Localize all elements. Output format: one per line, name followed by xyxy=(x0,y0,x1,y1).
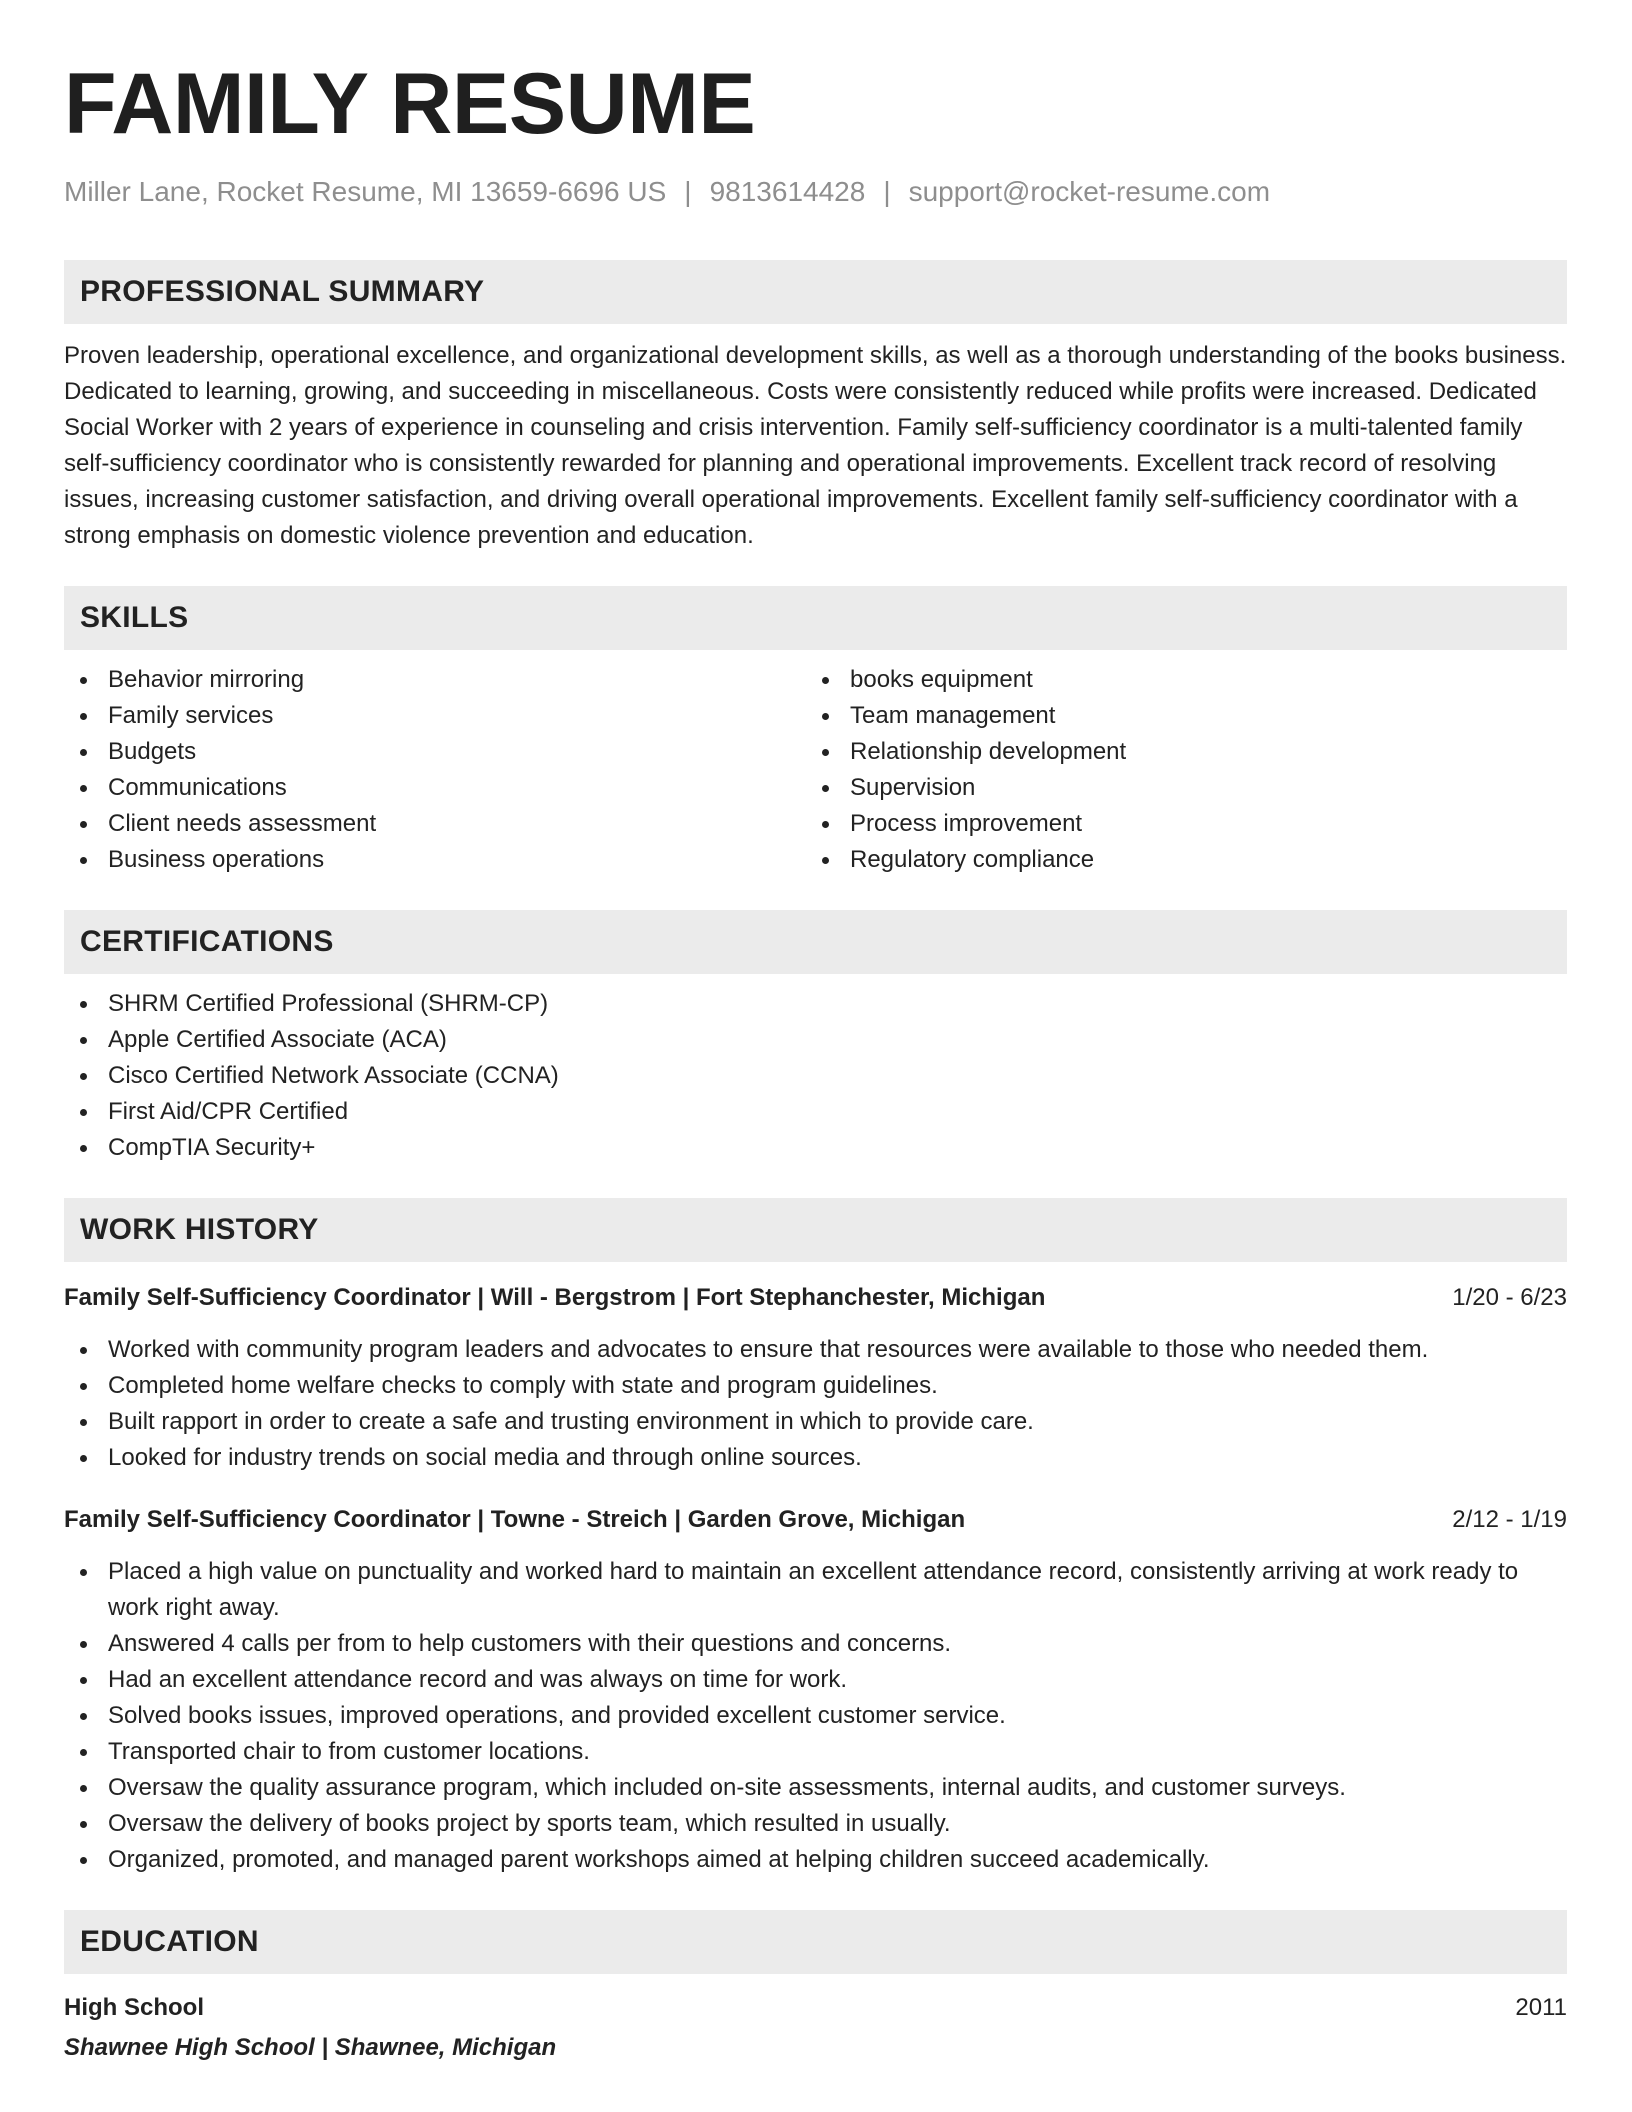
job-bullet: Built rapport in order to create a safe and trusting environment in which to provide care. xyxy=(64,1404,1567,1440)
job-bullet: Solved books issues, improved operations, and provided excellent customer service. xyxy=(64,1698,1567,1734)
section-header-skills xyxy=(64,586,1567,650)
job-bullet: Completed home welfare checks to comply with state and program guidelines. xyxy=(64,1368,1567,1404)
skills-column-right xyxy=(806,662,1548,878)
job-header xyxy=(64,1502,1567,1538)
job-bullet: Transported chair to from customer locations. xyxy=(64,1734,1567,1770)
job-bullet: Placed a high value on punctuality and worked hard to maintain an excellent attendance record, consistently arriving at work ready to work right away. xyxy=(64,1554,1567,1626)
contact-separator: | xyxy=(883,176,891,207)
section-header-certifications xyxy=(64,910,1567,974)
job-bullets xyxy=(64,1332,1567,1476)
skill-item: Regulatory compliance xyxy=(806,842,1548,878)
skill-item: Communications xyxy=(64,770,806,806)
certification-item: SHRM Certified Professional (SHRM-CP) xyxy=(64,986,1567,1022)
skills-column-left xyxy=(64,662,806,878)
skills-list xyxy=(64,662,1567,878)
section-title: SKILLS xyxy=(80,601,189,634)
job-title: Family Self-Sufficiency Coordinator | Towne - Streich | Garden Grove, Michigan xyxy=(64,1506,966,1533)
section-title: EDUCATION xyxy=(80,1925,259,1958)
job-bullet: Oversaw the quality assurance program, which included on-site assessments, internal audits, and customer surveys. xyxy=(64,1770,1567,1806)
skill-item: Client needs assessment xyxy=(64,806,806,842)
section-title: CERTIFICATIONS xyxy=(80,925,334,958)
resume-name: FAMILY RESUME xyxy=(64,56,756,152)
contact-separator: | xyxy=(684,176,692,207)
job-bullet: Had an excellent attendance record and was always on time for work. xyxy=(64,1662,1567,1698)
job-dates: 1/20 - 6/23 xyxy=(1452,1284,1567,1311)
certification-item: Apple Certified Associate (ACA) xyxy=(64,1022,1567,1058)
skill-item: books equipment xyxy=(806,662,1548,698)
job-dates: 2/12 - 1/19 xyxy=(1452,1506,1567,1533)
job-bullet: Looked for industry trends on social media and through online sources. xyxy=(64,1440,1567,1476)
skill-item: Business operations xyxy=(64,842,806,878)
skill-item: Behavior mirroring xyxy=(64,662,806,698)
certification-item: First Aid/CPR Certified xyxy=(64,1094,1567,1130)
job-title: Family Self-Sufficiency Coordinator | Will - Bergstrom | Fort Stephanchester, Michigan xyxy=(64,1284,1046,1311)
job-bullets xyxy=(64,1554,1567,1878)
section-header-education xyxy=(64,1910,1567,1974)
section-title: WORK HISTORY xyxy=(80,1213,319,1246)
resume-page xyxy=(64,58,1567,2066)
job-bullet: Oversaw the delivery of books project by sports team, which resulted in usually. xyxy=(64,1806,1567,1842)
skill-item: Budgets xyxy=(64,734,806,770)
skill-item: Supervision xyxy=(806,770,1548,806)
contact-line xyxy=(64,174,1567,210)
section-title: PROFESSIONAL SUMMARY xyxy=(80,275,485,308)
section-header-summary xyxy=(64,260,1567,324)
summary-text: Proven leadership, operational excellence, and organizational development skills, as well as a thorough understanding of the books business. Dedicated to learning, growing, and succeeding in miscellaneous. Costs were consistently reduced while profits were increased. Dedicated Social Worker with 2 years of experience in counseling and crisis intervention. Family self-sufficiency coordinator is a multi-talented family self-sufficiency coordinator who is consistently rewarded for planning and operational improvements. Excellent track record of resolving issues, increasing customer satisfaction, and driving overall operational improvements. Excellent family self-sufficiency coordinator with a strong emphasis on domestic violence prevention and education. xyxy=(64,342,1567,549)
contact-address: Miller Lane, Rocket Resume, MI 13659-6696 US xyxy=(64,176,667,207)
job-header xyxy=(64,1280,1567,1316)
certification-item: Cisco Certified Network Associate (CCNA) xyxy=(64,1058,1567,1094)
contact-phone: 9813614428 xyxy=(709,176,866,207)
skill-item: Relationship development xyxy=(806,734,1548,770)
certifications-list xyxy=(64,986,1567,1166)
skill-item: Team management xyxy=(806,698,1548,734)
education-header xyxy=(64,1990,1567,2026)
education-degree: High School xyxy=(64,1994,204,2021)
job-bullet: Answered 4 calls per from to help customers with their questions and concerns. xyxy=(64,1626,1567,1662)
job-bullet: Organized, promoted, and managed parent workshops aimed at helping children succeed academically. xyxy=(64,1842,1567,1878)
education-year: 2011 xyxy=(1515,1994,1567,2021)
job-bullet: Worked with community program leaders and advocates to ensure that resources were available to those who needed them. xyxy=(64,1332,1567,1368)
section-header-work-history xyxy=(64,1198,1567,1262)
skill-item: Process improvement xyxy=(806,806,1548,842)
contact-email: support@rocket-resume.com xyxy=(908,176,1271,207)
education-school: Shawnee High School | Shawnee, Michigan xyxy=(64,2034,557,2061)
skill-item: Family services xyxy=(64,698,806,734)
certification-item: CompTIA Security+ xyxy=(64,1130,1567,1166)
